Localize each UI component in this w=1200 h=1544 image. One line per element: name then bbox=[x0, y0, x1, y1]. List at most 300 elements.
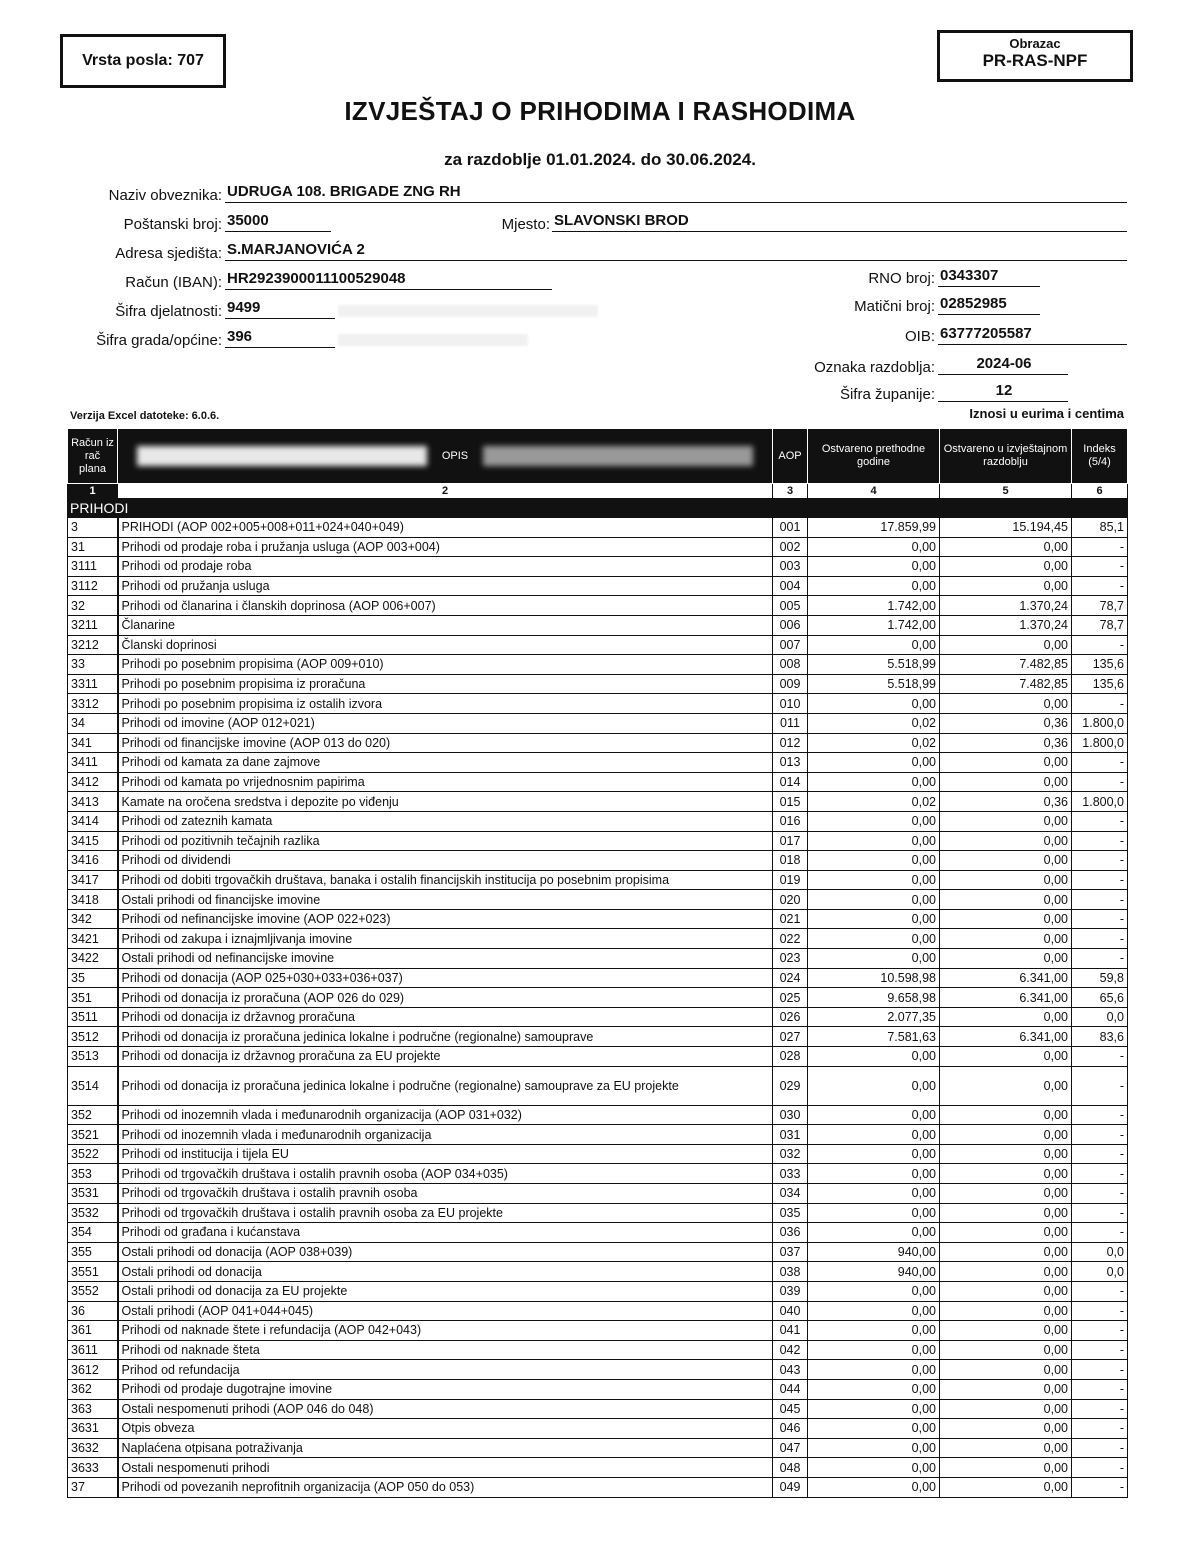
obrazac-code: PR-RAS-NPF bbox=[982, 51, 1088, 70]
cell-racun: 3531 bbox=[68, 1184, 118, 1204]
cell-opis: Prihodi od zakupa i iznajmljivanja imovine bbox=[118, 929, 773, 949]
cell-aop: 035 bbox=[773, 1203, 808, 1223]
table-row bbox=[68, 557, 1128, 577]
cell-racun: 35 bbox=[68, 968, 118, 988]
col-header-aop: AOP bbox=[773, 429, 808, 484]
cell-izvjestajno: 0,00 bbox=[940, 929, 1072, 949]
cell-izvjestajno: 0,00 bbox=[940, 1242, 1072, 1262]
cell-izvjestajno: 1.370,24 bbox=[940, 596, 1072, 616]
cell-indeks: - bbox=[1072, 1360, 1128, 1380]
cell-izvjestajno: 0,00 bbox=[940, 753, 1072, 773]
col-number: 6 bbox=[1072, 484, 1128, 499]
cell-aop: 033 bbox=[773, 1164, 808, 1184]
table-row bbox=[68, 1125, 1128, 1145]
cell-aop: 041 bbox=[773, 1321, 808, 1341]
cell-aop: 021 bbox=[773, 909, 808, 929]
naziv-label: Naziv obveznika: bbox=[108, 187, 222, 204]
col-header-indeks: Indeks (5/4) bbox=[1072, 429, 1128, 484]
cell-prethodno: 1.742,00 bbox=[808, 615, 940, 635]
postanski-value: 35000 bbox=[225, 212, 331, 232]
cell-racun: 363 bbox=[68, 1399, 118, 1419]
cell-opis: Prihodi od trgovačkih društava i ostalih pravnih osoba (AOP 034+035) bbox=[118, 1164, 773, 1184]
cell-prethodno: 7.581,63 bbox=[808, 1027, 940, 1047]
cell-aop: 017 bbox=[773, 831, 808, 851]
racun-value: HR2923900011100529048 bbox=[225, 270, 552, 290]
section-title: PRIHODI bbox=[68, 499, 1128, 518]
table-row bbox=[68, 615, 1128, 635]
col-header-izvjestajno: Ostvareno u izvještajnom razdoblju bbox=[940, 429, 1072, 484]
col-header-racun: Račun iz rač plana bbox=[68, 429, 118, 484]
table-row bbox=[68, 1379, 1128, 1399]
cell-racun: 3612 bbox=[68, 1360, 118, 1380]
cell-izvjestajno: 0,00 bbox=[940, 1419, 1072, 1439]
table-row bbox=[68, 713, 1128, 733]
cell-racun: 361 bbox=[68, 1321, 118, 1341]
cell-aop: 029 bbox=[773, 1066, 808, 1105]
cell-prethodno: 0,00 bbox=[808, 1438, 940, 1458]
cell-izvjestajno: 0,00 bbox=[940, 1105, 1072, 1125]
cell-aop: 049 bbox=[773, 1477, 808, 1497]
cell-prethodno: 0,00 bbox=[808, 1458, 940, 1478]
cell-prethodno: 0,00 bbox=[808, 694, 940, 714]
cell-izvjestajno: 0,00 bbox=[940, 1477, 1072, 1497]
cell-indeks: - bbox=[1072, 537, 1128, 557]
cell-aop: 003 bbox=[773, 557, 808, 577]
cell-racun: 3511 bbox=[68, 1007, 118, 1027]
table-row bbox=[68, 1203, 1128, 1223]
cell-indeks: 78,7 bbox=[1072, 596, 1128, 616]
table-row bbox=[68, 890, 1128, 910]
cell-racun: 3415 bbox=[68, 831, 118, 851]
obrazac-label: Obrazac bbox=[1009, 36, 1061, 51]
cell-indeks: - bbox=[1072, 831, 1128, 851]
col-header-opis-label: OPIS bbox=[441, 449, 469, 462]
cell-opis: Prihodi od dividendi bbox=[118, 851, 773, 871]
table-row bbox=[68, 1438, 1128, 1458]
cell-indeks: - bbox=[1072, 772, 1128, 792]
cell-prethodno: 0,00 bbox=[808, 909, 940, 929]
cell-racun: 3312 bbox=[68, 694, 118, 714]
cell-izvjestajno: 0,00 bbox=[940, 694, 1072, 714]
cell-opis: Prihodi od naknade šteta bbox=[118, 1340, 773, 1360]
cell-racun: 341 bbox=[68, 733, 118, 753]
cell-racun: 3112 bbox=[68, 576, 118, 596]
cell-opis: Prihodi po posebnim propisima (AOP 009+010) bbox=[118, 655, 773, 675]
cell-opis: Prihodi od trgovačkih društava i ostalih pravnih osoba za EU projekte bbox=[118, 1203, 773, 1223]
cell-opis: Ostali prihodi od donacija bbox=[118, 1262, 773, 1282]
cell-prethodno: 0,00 bbox=[808, 1419, 940, 1439]
sifra-djelatnosti-value: 9499 bbox=[225, 299, 335, 319]
cell-aop: 042 bbox=[773, 1340, 808, 1360]
table-row bbox=[68, 1477, 1128, 1497]
cell-indeks: 0,0 bbox=[1072, 1262, 1128, 1282]
cell-izvjestajno: 0,00 bbox=[940, 870, 1072, 890]
cell-prethodno: 0,00 bbox=[808, 1399, 940, 1419]
col-header-prethodno: Ostvareno prethodne godine bbox=[808, 429, 940, 484]
section-row bbox=[68, 499, 1128, 518]
cell-indeks: - bbox=[1072, 1399, 1128, 1419]
cell-izvjestajno: 0,00 bbox=[940, 772, 1072, 792]
cell-racun: 3212 bbox=[68, 635, 118, 655]
cell-izvjestajno: 0,00 bbox=[940, 890, 1072, 910]
adresa-value: S.MARJANOVIĆA 2 bbox=[225, 241, 1127, 261]
cell-prethodno: 0,00 bbox=[808, 1379, 940, 1399]
cell-prethodno: 0,00 bbox=[808, 1184, 940, 1204]
table-row bbox=[68, 1184, 1128, 1204]
cell-aop: 011 bbox=[773, 713, 808, 733]
table-row bbox=[68, 909, 1128, 929]
cell-racun: 362 bbox=[68, 1379, 118, 1399]
cell-izvjestajno: 0,00 bbox=[940, 949, 1072, 969]
cell-indeks: - bbox=[1072, 870, 1128, 890]
cell-izvjestajno: 0,00 bbox=[940, 851, 1072, 871]
cell-prethodno: 0,00 bbox=[808, 1281, 940, 1301]
cell-prethodno: 0,02 bbox=[808, 733, 940, 753]
cell-prethodno: 5.518,99 bbox=[808, 655, 940, 675]
table-row bbox=[68, 929, 1128, 949]
cell-opis: Prihodi od inozemnih vlada i međunarodnih organizacija bbox=[118, 1125, 773, 1145]
cell-opis: Prihodi po posebnim propisima iz proračuna bbox=[118, 674, 773, 694]
cell-prethodno: 0,00 bbox=[808, 1360, 940, 1380]
cell-aop: 044 bbox=[773, 1379, 808, 1399]
cell-prethodno: 0,00 bbox=[808, 1321, 940, 1341]
cell-indeks: 0,0 bbox=[1072, 1242, 1128, 1262]
cell-opis: Ostali nespomenuti prihodi bbox=[118, 1458, 773, 1478]
cell-prethodno: 9.658,98 bbox=[808, 988, 940, 1008]
cell-racun: 355 bbox=[68, 1242, 118, 1262]
table-row bbox=[68, 635, 1128, 655]
cell-racun: 3512 bbox=[68, 1027, 118, 1047]
cell-prethodno: 10.598,98 bbox=[808, 968, 940, 988]
cell-izvjestajno: 0,00 bbox=[940, 1144, 1072, 1164]
cell-opis: Otpis obveza bbox=[118, 1419, 773, 1439]
cell-indeks: - bbox=[1072, 1419, 1128, 1439]
currency-note: Iznosi u eurima i centima bbox=[969, 406, 1124, 421]
table-row bbox=[68, 1340, 1128, 1360]
table-row bbox=[68, 1281, 1128, 1301]
vrsta-posla: Vrsta posla: 707 bbox=[82, 52, 204, 69]
cell-izvjestajno: 0,00 bbox=[940, 1184, 1072, 1204]
obrazac-box bbox=[937, 30, 1133, 82]
cell-aop: 014 bbox=[773, 772, 808, 792]
mjesto-label: Mjesto: bbox=[501, 216, 550, 233]
cell-aop: 027 bbox=[773, 1027, 808, 1047]
table-row bbox=[68, 968, 1128, 988]
cell-aop: 032 bbox=[773, 1144, 808, 1164]
table-row bbox=[68, 1223, 1128, 1243]
cell-aop: 040 bbox=[773, 1301, 808, 1321]
cell-izvjestajno: 15.194,45 bbox=[940, 518, 1072, 538]
cell-izvjestajno: 0,36 bbox=[940, 733, 1072, 753]
cell-racun: 37 bbox=[68, 1477, 118, 1497]
cell-izvjestajno: 0,36 bbox=[940, 713, 1072, 733]
cell-racun: 3513 bbox=[68, 1047, 118, 1067]
cell-prethodno: 0,00 bbox=[808, 1477, 940, 1497]
cell-opis: Ostali prihodi (AOP 041+044+045) bbox=[118, 1301, 773, 1321]
cell-izvjestajno: 0,00 bbox=[940, 1203, 1072, 1223]
cell-indeks: 85,1 bbox=[1072, 518, 1128, 538]
maticni-value: 02852985 bbox=[938, 295, 1040, 315]
cell-racun: 3211 bbox=[68, 615, 118, 635]
table-row bbox=[68, 1007, 1128, 1027]
cell-prethodno: 0,00 bbox=[808, 1144, 940, 1164]
cell-prethodno: 0,00 bbox=[808, 929, 940, 949]
cell-izvjestajno: 0,00 bbox=[940, 1399, 1072, 1419]
cell-aop: 018 bbox=[773, 851, 808, 871]
cell-prethodno: 0,00 bbox=[808, 557, 940, 577]
cell-opis: Prihodi od donacija iz državnog proračuna bbox=[118, 1007, 773, 1027]
cell-racun: 3 bbox=[68, 518, 118, 538]
cell-racun: 3414 bbox=[68, 811, 118, 831]
adresa-label: Adresa sjedišta: bbox=[115, 245, 222, 262]
cell-indeks: - bbox=[1072, 1340, 1128, 1360]
cell-indeks: - bbox=[1072, 1379, 1128, 1399]
cell-aop: 024 bbox=[773, 968, 808, 988]
cell-racun: 3421 bbox=[68, 929, 118, 949]
cell-izvjestajno: 0,00 bbox=[940, 1321, 1072, 1341]
cell-izvjestajno: 0,00 bbox=[940, 1340, 1072, 1360]
cell-aop: 047 bbox=[773, 1438, 808, 1458]
table-body bbox=[68, 518, 1128, 1498]
table-row bbox=[68, 792, 1128, 812]
cell-aop: 015 bbox=[773, 792, 808, 812]
sifra-djelatnosti-label: Šifra djelatnosti: bbox=[115, 303, 222, 320]
table-row bbox=[68, 1262, 1128, 1282]
cell-aop: 028 bbox=[773, 1047, 808, 1067]
table-row bbox=[68, 518, 1128, 538]
cell-indeks: - bbox=[1072, 753, 1128, 773]
cell-izvjestajno: 0,00 bbox=[940, 635, 1072, 655]
table-row bbox=[68, 1105, 1128, 1125]
table-row bbox=[68, 870, 1128, 890]
cell-opis: Članski doprinosi bbox=[118, 635, 773, 655]
racun-label: Račun (IBAN): bbox=[125, 274, 222, 291]
cell-indeks: 65,6 bbox=[1072, 988, 1128, 1008]
cell-opis: Ostali prihodi od donacija za EU projekte bbox=[118, 1281, 773, 1301]
cell-indeks: - bbox=[1072, 1125, 1128, 1145]
cell-indeks: 1.800,0 bbox=[1072, 792, 1128, 812]
cell-izvjestajno: 0,00 bbox=[940, 1360, 1072, 1380]
cell-opis: Prihodi od trgovačkih društava i ostalih pravnih osoba bbox=[118, 1184, 773, 1204]
cell-izvjestajno: 0,00 bbox=[940, 831, 1072, 851]
table-row bbox=[68, 831, 1128, 851]
cell-aop: 013 bbox=[773, 753, 808, 773]
cell-racun: 3416 bbox=[68, 851, 118, 871]
cell-aop: 039 bbox=[773, 1281, 808, 1301]
cell-izvjestajno: 7.482,85 bbox=[940, 655, 1072, 675]
sifra-zupanije-label: Šifra županije: bbox=[839, 386, 935, 403]
table-row bbox=[68, 1047, 1128, 1067]
cell-opis: Prihodi od naknade štete i refundacija (AOP 042+043) bbox=[118, 1321, 773, 1341]
cell-izvjestajno: 0,00 bbox=[940, 1007, 1072, 1027]
cell-opis: Prihodi od članarina i članskih doprinosa (AOP 006+007) bbox=[118, 596, 773, 616]
cell-aop: 020 bbox=[773, 890, 808, 910]
cell-racun: 31 bbox=[68, 537, 118, 557]
naziv-value: UDRUGA 108. BRIGADE ZNG RH bbox=[225, 183, 1127, 203]
cell-prethodno: 0,00 bbox=[808, 635, 940, 655]
table-row bbox=[68, 1301, 1128, 1321]
cell-indeks: - bbox=[1072, 1321, 1128, 1341]
table-row bbox=[68, 1164, 1128, 1184]
cell-aop: 022 bbox=[773, 929, 808, 949]
table-row bbox=[68, 1419, 1128, 1439]
sifra-grada-label: Šifra grada/općine: bbox=[96, 332, 222, 349]
cell-opis: Prihodi od pozitivnih tečajnih razlika bbox=[118, 831, 773, 851]
report-period: za razdoblje 01.01.2024. do 30.06.2024. bbox=[444, 150, 756, 169]
cell-opis: Prihodi od dobiti trgovačkih društava, banaka i ostalih financijskih institucija po posebnim propisima bbox=[118, 870, 773, 890]
redacted-grad bbox=[338, 334, 528, 346]
cell-racun: 3418 bbox=[68, 890, 118, 910]
cell-aop: 019 bbox=[773, 870, 808, 890]
postanski-label: Poštanski broj: bbox=[123, 216, 222, 233]
cell-aop: 002 bbox=[773, 537, 808, 557]
cell-prethodno: 0,00 bbox=[808, 811, 940, 831]
cell-izvjestajno: 0,00 bbox=[940, 1281, 1072, 1301]
cell-prethodno: 0,00 bbox=[808, 1164, 940, 1184]
cell-racun: 3521 bbox=[68, 1125, 118, 1145]
table-row bbox=[68, 694, 1128, 714]
cell-opis: Prihodi od kamata po vrijednosnim papirima bbox=[118, 772, 773, 792]
redacted-djelatnost bbox=[338, 305, 598, 317]
cell-indeks: - bbox=[1072, 1184, 1128, 1204]
cell-indeks: - bbox=[1072, 1281, 1128, 1301]
cell-izvjestajno: 0,00 bbox=[940, 1164, 1072, 1184]
redacted-header-left bbox=[137, 446, 427, 466]
cell-racun: 354 bbox=[68, 1223, 118, 1243]
cell-racun: 33 bbox=[68, 655, 118, 675]
cell-opis: Ostali nespomenuti prihodi (AOP 046 do 048) bbox=[118, 1399, 773, 1419]
cell-indeks: - bbox=[1072, 949, 1128, 969]
cell-indeks: 83,6 bbox=[1072, 1027, 1128, 1047]
cell-opis: Prihodi od pružanja usluga bbox=[118, 576, 773, 596]
cell-opis: Prihodi od prodaje roba bbox=[118, 557, 773, 577]
cell-aop: 008 bbox=[773, 655, 808, 675]
cell-indeks: - bbox=[1072, 1458, 1128, 1478]
mjesto-value: SLAVONSKI BROD bbox=[552, 212, 1127, 232]
cell-opis: Naplaćena otpisana potraživanja bbox=[118, 1438, 773, 1458]
cell-racun: 3631 bbox=[68, 1419, 118, 1439]
cell-prethodno: 0,00 bbox=[808, 870, 940, 890]
cell-prethodno: 0,02 bbox=[808, 792, 940, 812]
cell-aop: 046 bbox=[773, 1419, 808, 1439]
rno-value: 0343307 bbox=[938, 267, 1040, 287]
cell-opis: Prihodi od prodaje roba i pružanja usluga (AOP 003+004) bbox=[118, 537, 773, 557]
column-number-row bbox=[68, 484, 1128, 499]
cell-izvjestajno: 6.341,00 bbox=[940, 1027, 1072, 1047]
cell-prethodno: 2.077,35 bbox=[808, 1007, 940, 1027]
cell-racun: 3632 bbox=[68, 1438, 118, 1458]
cell-racun: 3422 bbox=[68, 949, 118, 969]
cell-opis: Prihodi od donacija iz proračuna jedinica lokalne i područne (regionalne) samouprave bbox=[118, 1027, 773, 1047]
cell-opis: Ostali prihodi od donacija (AOP 038+039) bbox=[118, 1242, 773, 1262]
cell-izvjestajno: 0,00 bbox=[940, 1458, 1072, 1478]
cell-indeks: - bbox=[1072, 1223, 1128, 1243]
cell-izvjestajno: 0,00 bbox=[940, 1262, 1072, 1282]
cell-opis: Prihodi od inozemnih vlada i međunarodnih organizacija (AOP 031+032) bbox=[118, 1105, 773, 1125]
cell-racun: 3413 bbox=[68, 792, 118, 812]
cell-indeks: - bbox=[1072, 929, 1128, 949]
cell-izvjestajno: 0,00 bbox=[940, 1047, 1072, 1067]
table-row bbox=[68, 1321, 1128, 1341]
cell-indeks: - bbox=[1072, 909, 1128, 929]
cell-prethodno: 0,00 bbox=[808, 1105, 940, 1125]
cell-prethodno: 0,00 bbox=[808, 772, 940, 792]
cell-aop: 045 bbox=[773, 1399, 808, 1419]
cell-opis: Prihodi od donacija iz proračuna jedinica lokalne i područne (regionalne) samouprave za EU projekte bbox=[118, 1066, 773, 1105]
cell-opis: Prihodi od povezanih neprofitnih organizacija (AOP 050 do 053) bbox=[118, 1477, 773, 1497]
cell-prethodno: 0,00 bbox=[808, 753, 940, 773]
table-row bbox=[68, 1242, 1128, 1262]
redacted-header-right bbox=[483, 446, 753, 466]
cell-racun: 34 bbox=[68, 713, 118, 733]
table-row bbox=[68, 753, 1128, 773]
cell-aop: 012 bbox=[773, 733, 808, 753]
cell-opis: Prihodi od nefinancijske imovine (AOP 022+023) bbox=[118, 909, 773, 929]
cell-racun: 32 bbox=[68, 596, 118, 616]
table-row bbox=[68, 1458, 1128, 1478]
cell-indeks: - bbox=[1072, 1105, 1128, 1125]
cell-aop: 005 bbox=[773, 596, 808, 616]
cell-aop: 043 bbox=[773, 1360, 808, 1380]
cell-izvjestajno: 0,00 bbox=[940, 811, 1072, 831]
cell-indeks: - bbox=[1072, 635, 1128, 655]
cell-prethodno: 0,00 bbox=[808, 851, 940, 871]
cell-racun: 3514 bbox=[68, 1066, 118, 1105]
cell-izvjestajno: 0,00 bbox=[940, 909, 1072, 929]
cell-izvjestajno: 1.370,24 bbox=[940, 615, 1072, 635]
cell-aop: 048 bbox=[773, 1458, 808, 1478]
cell-racun: 36 bbox=[68, 1301, 118, 1321]
cell-izvjestajno: 0,00 bbox=[940, 576, 1072, 596]
cell-opis: Prihodi od financijske imovine (AOP 013 do 020) bbox=[118, 733, 773, 753]
cell-indeks: - bbox=[1072, 576, 1128, 596]
table-row bbox=[68, 1144, 1128, 1164]
col-number: 2 bbox=[118, 484, 773, 499]
table-row bbox=[68, 655, 1128, 675]
cell-aop: 016 bbox=[773, 811, 808, 831]
cell-prethodno: 0,00 bbox=[808, 890, 940, 910]
cell-opis: Prihodi od donacija (AOP 025+030+033+036+037) bbox=[118, 968, 773, 988]
cell-opis: Prihodi od institucija i tijela EU bbox=[118, 1144, 773, 1164]
col-header-opis bbox=[118, 429, 773, 484]
col-number: 4 bbox=[808, 484, 940, 499]
cell-indeks: - bbox=[1072, 811, 1128, 831]
cell-indeks: 1.800,0 bbox=[1072, 713, 1128, 733]
cell-opis: Prihodi od donacija iz državnog proračuna za EU projekte bbox=[118, 1047, 773, 1067]
table-row bbox=[68, 1399, 1128, 1419]
cell-prethodno: 0,00 bbox=[808, 1340, 940, 1360]
table-row bbox=[68, 1066, 1128, 1105]
cell-opis: Prihodi od kamata za dane zajmove bbox=[118, 753, 773, 773]
cell-indeks: 59,8 bbox=[1072, 968, 1128, 988]
cell-izvjestajno: 7.482,85 bbox=[940, 674, 1072, 694]
income-table bbox=[67, 428, 1128, 1498]
cell-prethodno: 0,00 bbox=[808, 1203, 940, 1223]
cell-racun: 3411 bbox=[68, 753, 118, 773]
cell-prethodno: 0,00 bbox=[808, 1047, 940, 1067]
cell-indeks: - bbox=[1072, 557, 1128, 577]
cell-racun: 3611 bbox=[68, 1340, 118, 1360]
table-row bbox=[68, 772, 1128, 792]
oib-label: OIB: bbox=[904, 328, 935, 345]
cell-izvjestajno: 0,36 bbox=[940, 792, 1072, 812]
cell-racun: 3311 bbox=[68, 674, 118, 694]
cell-indeks: - bbox=[1072, 1066, 1128, 1105]
vrsta-posla-box bbox=[60, 34, 226, 88]
cell-indeks: 78,7 bbox=[1072, 615, 1128, 635]
cell-aop: 010 bbox=[773, 694, 808, 714]
col-number: 1 bbox=[68, 484, 118, 499]
